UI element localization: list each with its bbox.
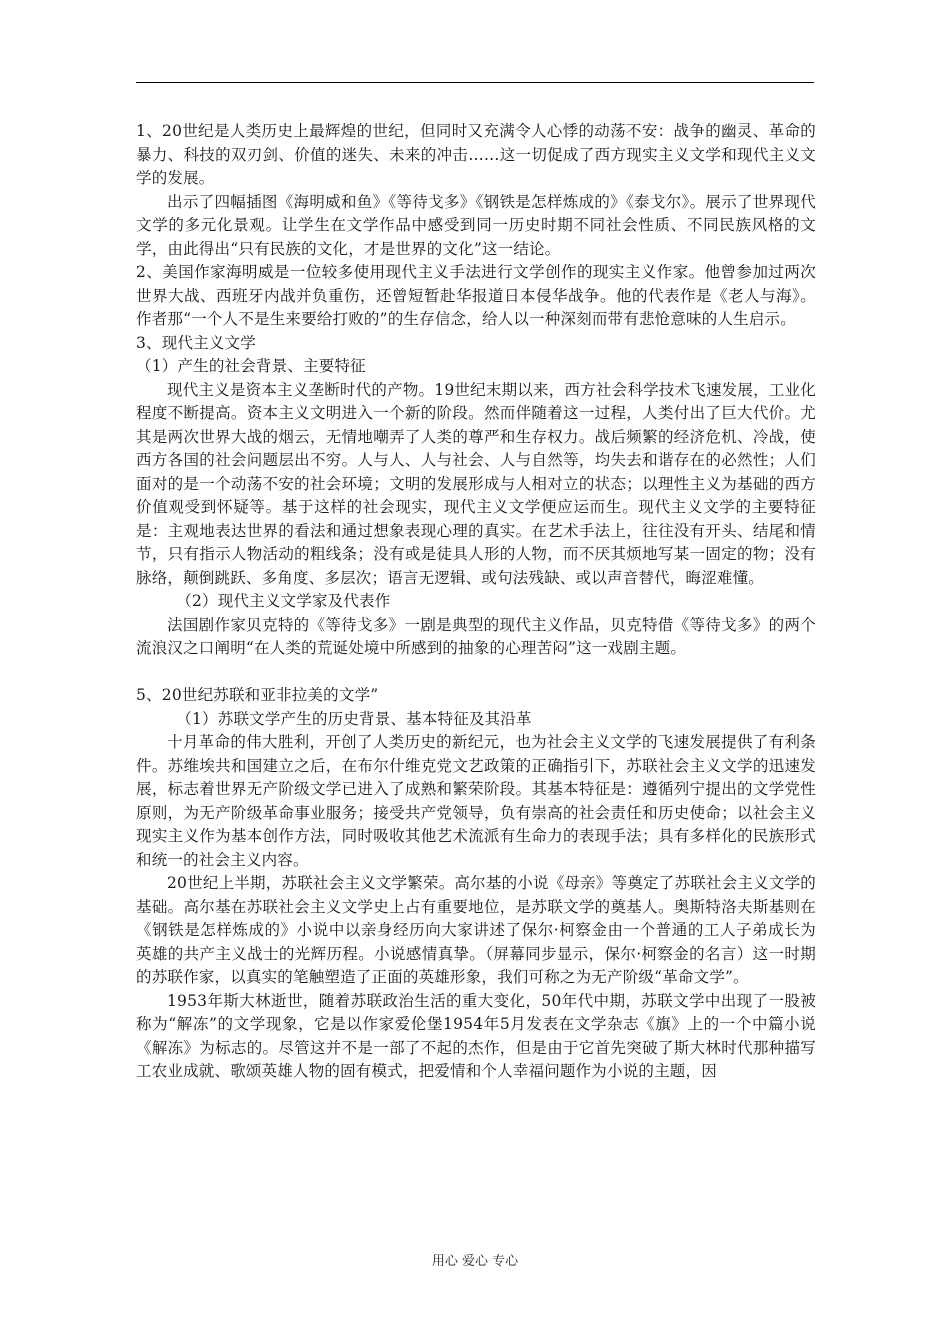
page-footer: 用心 爱心 专心 xyxy=(431,1254,519,1269)
paragraph: 2、美国作家海明威是一位较多使用现代主义手法进行文学创作的现实主义作家。他曾参加过两次世界大战、西班牙内战并负重伤，还曾短暂赴华报道日本侵华战争。他的代表作是《老人与海》。作者那“一个人不是生来要给打败的”的生存信念，给人以一种深刻而带有悲怆意味的人生启示。 xyxy=(136,263,816,328)
paragraph: 20世纪上半期，苏联社会主义文学繁荣。高尔基的小说《母亲》等奠定了苏联社会主义文学的基础。高尔基在苏联社会主义文学史上占有重要地位，是苏联文学的奠基人。奥斯特洛夫斯基则在《钢铁是怎样炼成的》小说中以亲身经历向大家讲述了保尔·柯察金由一个普通的工人子弟成长为英雄的共产主义战士的光辉历程。小说感情真挚。（屏幕同步显示，保尔·柯察金的名言）这一时期的苏联作家，以真实的笔触塑造了正面的英雄形象，我们可称之为无产阶级“革命文学”。 xyxy=(136,874,816,986)
paragraph: 十月革命的伟大胜利，开创了人类历史的新纪元，也为社会主义文学的飞速发展提供了有利条件。苏维埃共和国建立之后，在布尔什维克党文艺政策的正确指引下，苏联社会主义文学的迅速发展，标志着世界无产阶级文学已进入了成熟和繁荣阶段。其基本特征是：遵循列宁提出的文学党性原则，为无产阶级革命事业服务；接受共产党领导，负有崇高的社会责任和历史使命；以社会主义现实主义作为基本创作方法，同时吸收其他艺术流派有生命力的表现手法；具有多样化的民族形式和统一的社会主义内容。 xyxy=(136,733,816,869)
subsection-heading: （1）产生的社会背景、主要特征 xyxy=(136,357,366,375)
subsection-heading: （1）苏联文学产生的历史背景、基本特征及其沿革 xyxy=(176,709,532,728)
blank-line xyxy=(136,661,816,685)
section-heading: 5、20世纪苏联和亚非拉美的文学” xyxy=(136,686,379,704)
paragraph: 出示了四幅插图《海明威和鱼》《等待戈多》《钢铁是怎样炼成的》《泰戈尔》。展示了世界现代文学的多元化景观。让学生在文学作品中感受到同一历史时期不同社会性质、不同民族风格的文学，由此得出“只有民族的文化，才是世界的文化”这一结论。 xyxy=(136,192,816,258)
document-body xyxy=(136,120,816,1084)
paragraph: 法国剧作家贝克特的《等待戈多》一剧是典型的现代主义作品，贝克特借《等待戈多》的两个流浪汉之口阐明“在人类的荒诞处境中所感到的抽象的心理苦闷”这一戏剧主题。 xyxy=(136,615,816,657)
subsection-heading: （2）现代主义文学家及代表作 xyxy=(176,592,391,610)
section-heading: 3、现代主义文学 xyxy=(136,333,256,352)
paragraph: 1953年斯大林逝世，随着苏联政治生活的重大变化，50年代中期，苏联文学中出现了一股被称为“解冻”的文学现象，它是以作家爱伦堡1954年5月发表在文学杂志《旗》上的一个中篇小说《解冻》为标志的。尽管这并不是一部了不起的杰作，但是由于它首先突破了斯大林时代那种描写工农业成就、歌颂英雄人物的固有模式，把爱情和个人幸福问题作为小说的主题，因 xyxy=(136,991,816,1080)
paragraph: 1、20世纪是人类历史上最辉煌的世纪，但同时又充满令人心悸的动荡不安：战争的幽灵、革命的暴力、科技的双刃剑、价值的迷失、未来的冲击……这一切促成了西方现实主义文学和现代主义文学的发展。 xyxy=(136,122,816,187)
paragraph: 现代主义是资本主义垄断时代的产物。19世纪末期以来，西方社会科学技术飞速发展，工业化程度不断提高。资本主义文明进入一个新的阶段。然而伴随着这一过程，人类付出了巨大代价。尤其是两次世界大战的烟云，无情地嘲弄了人类的尊严和生存权力。战后频繁的经济危机、冷战，使西方各国的社会问题层出不穷。人与人、人与社会、人与自然等，均失去和谐存在的必然性；人们面对的是一个动荡不安的社会环境；文明的发展形成与人相对立的状态；以理性主义为基础的西方价值观受到怀疑等。基于这样的社会现实，现代主义文学便应运而生。现代主义文学的主要特征是：主观地表达世界的看法和通过想象表现心理的真实。在艺术手法上，往往没有开头、结尾和情节，只有指示人物活动的粗线条；没有或是徒具人形的人物，而不厌其烦地写某一固定的物；没有脉络，颠倒跳跃、多角度、多层次；语言无逻辑、或句法残缺、或以声音替代，晦涩难懂。 xyxy=(136,380,816,587)
header-rule xyxy=(136,82,814,83)
